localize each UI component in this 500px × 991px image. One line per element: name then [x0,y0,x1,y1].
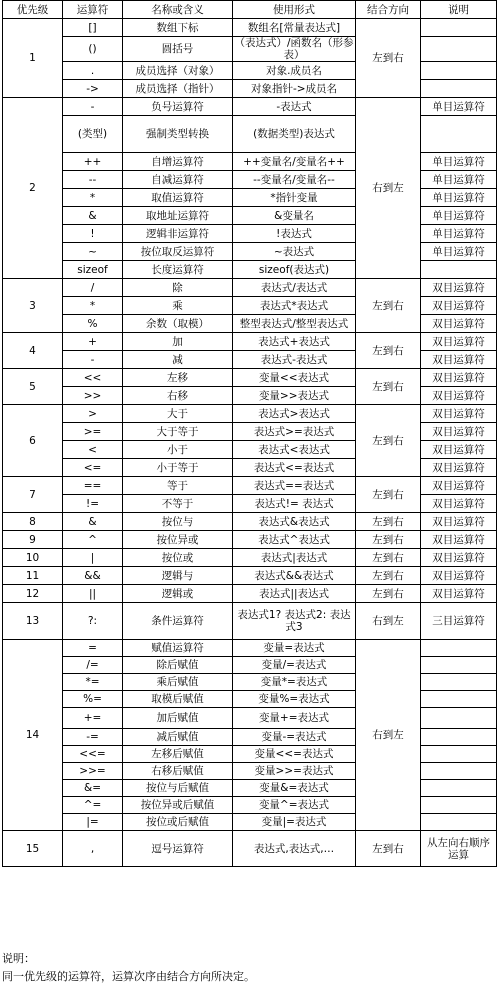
note-cell [421,657,497,674]
name-cell: 长度运算符 [123,261,233,279]
note-cell: 双目运算符 [421,423,497,441]
priority-cell: 13 [3,603,63,640]
note-cell [421,116,497,153]
associativity-cell: 右到左 [356,640,421,831]
operator-cell: + [63,333,123,351]
usage-cell: 表达式*表达式 [233,297,356,315]
note-cell: 双目运算符 [421,369,497,387]
name-cell: 按位与后赋值 [123,780,233,797]
priority-cell: 2 [3,98,63,279]
usage-cell: 表达式-表达式 [233,351,356,369]
usage-cell: &变量名 [233,207,356,225]
usage-cell: 表达式<=表达式 [233,459,356,477]
operator-cell: (类型) [63,116,123,153]
usage-cell: 表达式|表达式 [233,549,356,567]
note-cell: 单目运算符 [421,243,497,261]
operator-cell: >> [63,387,123,405]
usage-cell: 变量%=表达式 [233,691,356,708]
usage-cell: !表达式 [233,225,356,243]
table-header [3,1,497,19]
name-cell: 余数（取模） [123,315,233,333]
table-row [3,549,497,567]
table-row [3,513,497,531]
note-cell [421,797,497,814]
usage-cell: 变量-=表达式 [233,729,356,746]
note-cell: 双目运算符 [421,549,497,567]
priority-cell: 14 [3,640,63,831]
operator-cell: || [63,585,123,603]
note-cell: 双目运算符 [421,351,497,369]
table-row [3,585,497,603]
table-row [3,387,497,405]
usage-cell: 变量=表达式 [233,640,356,657]
note-cell: 双目运算符 [421,513,497,531]
table-row [3,351,497,369]
usage-cell: 变量<<表达式 [233,369,356,387]
operator-cell: == [63,477,123,495]
note-cell [421,37,497,62]
name-cell: 减后赋值 [123,729,233,746]
name-cell: 加后赋值 [123,708,233,729]
note-cell: 双目运算符 [421,495,497,513]
name-cell: 逻辑非运算符 [123,225,233,243]
usage-cell: 表达式!= 表达式 [233,495,356,513]
note-cell [421,62,497,80]
usage-cell: 表达式^表达式 [233,531,356,549]
name-cell: 成员选择（对象） [123,62,233,80]
footnote [2,950,255,986]
name-cell: 逗号运算符 [123,831,233,867]
operator-cell: [] [63,19,123,37]
associativity-cell: 左到右 [356,531,421,549]
table-row [3,459,497,477]
name-cell: 按位与 [123,513,233,531]
operator-cell: |= [63,814,123,831]
table-row [3,261,497,279]
usage-cell: 表达式,表达式,… [233,831,356,867]
operator-cell: << [63,369,123,387]
table-row [3,369,497,387]
usage-cell: 变量^=表达式 [233,797,356,814]
operator-cell: & [63,207,123,225]
operator-cell: -- [63,171,123,189]
header-note: 说明 [421,1,497,19]
note-cell [421,261,497,279]
usage-cell: 对象指针->成员名 [233,80,356,98]
usage-cell: 表达式==表达式 [233,477,356,495]
usage-cell: 表达式1? 表达式2: 表达式3 [233,603,356,640]
table-row [3,207,497,225]
usage-cell: 变量>>=表达式 [233,763,356,780]
name-cell: 不等于 [123,495,233,513]
name-cell: 右移后赋值 [123,763,233,780]
table-row [3,37,497,62]
priority-cell: 4 [3,333,63,369]
note-cell [421,814,497,831]
usage-cell: -表达式 [233,98,356,116]
table-row [3,746,497,763]
usage-cell: 表达式>表达式 [233,405,356,423]
operator-cell: ++ [63,153,123,171]
operator-cell: sizeof [63,261,123,279]
footnote-text: 同一优先级的运算符，运算次序由结合方向所决定。 [2,970,255,983]
operator-cell: <<= [63,746,123,763]
usage-cell: 表达式/表达式 [233,279,356,297]
operator-cell: %= [63,691,123,708]
note-cell: 单目运算符 [421,207,497,225]
associativity-cell: 左到右 [356,19,421,98]
operator-cell: & [63,513,123,531]
name-cell: 按位异或 [123,531,233,549]
note-cell: 双目运算符 [421,567,497,585]
usage-cell: 变量|=表达式 [233,814,356,831]
operator-cell: ^= [63,797,123,814]
name-cell: 数组下标 [123,19,233,37]
name-cell: 按位或 [123,549,233,567]
table-row [3,62,497,80]
name-cell: 圆括号 [123,37,233,62]
table-row [3,405,497,423]
name-cell: 取地址运算符 [123,207,233,225]
note-cell: 单目运算符 [421,98,497,116]
note-cell [421,746,497,763]
note-cell: 双目运算符 [421,459,497,477]
associativity-cell: 左到右 [356,831,421,867]
operator-cell: ^ [63,531,123,549]
table-row [3,19,497,37]
operator-cell: <= [63,459,123,477]
operator-cell: = [63,640,123,657]
table-body [3,19,497,867]
operator-cell: += [63,708,123,729]
table-row [3,780,497,797]
operator-cell: >= [63,423,123,441]
operator-cell: *= [63,674,123,691]
footnote-heading: 说明： [2,952,35,965]
table-row [3,603,497,640]
note-cell: 双目运算符 [421,333,497,351]
name-cell: 成员选择（指针） [123,80,233,98]
note-cell: 双目运算符 [421,279,497,297]
operator-cell: /= [63,657,123,674]
associativity-cell: 左到右 [356,585,421,603]
operator-cell: () [63,37,123,62]
name-cell: 右移 [123,387,233,405]
name-cell: 取模后赋值 [123,691,233,708]
associativity-cell: 左到右 [356,549,421,567]
name-cell: 小于 [123,441,233,459]
operator-cell: -= [63,729,123,746]
name-cell: 减 [123,351,233,369]
note-cell: 从左向右顺序运算 [421,831,497,867]
priority-cell: 10 [3,549,63,567]
table-row [3,763,497,780]
name-cell: 取值运算符 [123,189,233,207]
usage-cell: 对象.成员名 [233,62,356,80]
name-cell: 左移 [123,369,233,387]
table-row [3,116,497,153]
table-row [3,708,497,729]
usage-cell: 表达式&表达式 [233,513,356,531]
operator-cell: >>= [63,763,123,780]
usage-cell: 表达式+表达式 [233,333,356,351]
table-row [3,98,497,116]
table-row [3,567,497,585]
table-row [3,831,497,867]
operator-cell: | [63,549,123,567]
operator-cell: ?: [63,603,123,640]
name-cell: 强制类型转换 [123,116,233,153]
table-row [3,674,497,691]
usage-cell: （表达式）/函数名（形参表） [234,37,354,61]
operator-precedence-table [2,0,497,867]
table-row [3,171,497,189]
note-cell: 单目运算符 [421,153,497,171]
name-cell: 加 [123,333,233,351]
note-cell [421,780,497,797]
operator-cell: - [63,351,123,369]
operator-cell: > [63,405,123,423]
name-cell: 按位异或后赋值 [123,797,233,814]
note-cell: 双目运算符 [421,387,497,405]
table-row [3,153,497,171]
operator-cell: % [63,315,123,333]
operator-cell: / [63,279,123,297]
name-cell: 按位或后赋值 [123,814,233,831]
priority-cell: 12 [3,585,63,603]
note-cell [421,674,497,691]
table-row [3,441,497,459]
table-row [3,477,497,495]
table-row [3,797,497,814]
usage-cell: 整型表达式/整型表达式 [233,315,356,333]
name-cell: 赋值运算符 [123,640,233,657]
note-cell [421,729,497,746]
table-row [3,297,497,315]
usage-cell: 变量+=表达式 [233,708,356,729]
table-row [3,657,497,674]
name-cell: 乘 [123,297,233,315]
note-cell: 双目运算符 [421,405,497,423]
note-cell: 双目运算符 [421,531,497,549]
usage-cell: 表达式<表达式 [233,441,356,459]
note-cell: 单目运算符 [421,171,497,189]
associativity-cell: 左到右 [356,405,421,477]
table-row [3,333,497,351]
name-cell: 乘后赋值 [123,674,233,691]
table-row [3,243,497,261]
usage-cell: ~表达式 [233,243,356,261]
name-cell: 大于 [123,405,233,423]
associativity-cell: 左到右 [356,333,421,369]
note-cell: 双目运算符 [421,585,497,603]
operator-cell: < [63,441,123,459]
operator-cell: ~ [63,243,123,261]
name-cell: 条件运算符 [123,603,233,640]
usage-cell: 数组名[常量表达式] [233,19,356,37]
name-cell: 大于等于 [123,423,233,441]
usage-cell: 变量&=表达式 [233,780,356,797]
note-cell: 单目运算符 [421,225,497,243]
usage-cell: ++变量名/变量名++ [233,153,356,171]
note-cell: 单目运算符 [421,189,497,207]
operator-cell: * [63,189,123,207]
header-row [3,1,497,19]
table-row [3,80,497,98]
priority-cell: 6 [3,405,63,477]
name-cell: 按位取反运算符 [123,243,233,261]
note-cell [421,640,497,657]
usage-cell: 变量>>表达式 [233,387,356,405]
priority-cell: 5 [3,369,63,405]
usage-cell: 表达式>=表达式 [233,423,356,441]
associativity-cell: 左到右 [356,369,421,405]
usage-cell: --变量名/变量名-- [233,171,356,189]
note-cell [421,80,497,98]
priority-cell: 1 [3,19,63,98]
priority-cell: 3 [3,279,63,333]
table-row [3,495,497,513]
table-row [3,531,497,549]
table-row [3,423,497,441]
associativity-cell: 左到右 [356,513,421,531]
table-row [3,225,497,243]
associativity-cell: 左到右 [356,477,421,513]
note-cell: 双目运算符 [421,441,497,459]
header-name: 名称或含义 [123,1,233,19]
name-cell: 自增运算符 [123,153,233,171]
priority-cell: 11 [3,567,63,585]
operator-cell: != [63,495,123,513]
name-cell: 小于等于 [123,459,233,477]
usage-cell: 变量/=表达式 [233,657,356,674]
table-row [3,814,497,831]
priority-cell: 7 [3,477,63,513]
operator-cell: , [63,831,123,867]
note-cell [421,763,497,780]
operator-cell: - [63,98,123,116]
note-cell [421,691,497,708]
operator-cell: ! [63,225,123,243]
usage-cell: *指针变量 [233,189,356,207]
note-cell: 双目运算符 [421,297,497,315]
usage-cell: 变量<<=表达式 [233,746,356,763]
operator-cell: &= [63,780,123,797]
table-row [3,279,497,297]
priority-cell: 8 [3,513,63,531]
name-cell: 除后赋值 [123,657,233,674]
usage-cell: sizeof(表达式) [233,261,356,279]
note-cell: 双目运算符 [421,315,497,333]
table-row [3,315,497,333]
name-cell: 逻辑与 [123,567,233,585]
priority-cell: 9 [3,531,63,549]
header-priority: 优先级 [3,1,63,19]
header-operator: 运算符 [63,1,123,19]
name-cell: 负号运算符 [123,98,233,116]
associativity-cell: 左到右 [356,567,421,585]
priority-cell: 15 [3,831,63,867]
operator-cell: . [63,62,123,80]
table-row [3,640,497,657]
name-cell: 除 [123,279,233,297]
table-row [3,729,497,746]
name-cell: 左移后赋值 [123,746,233,763]
note-cell [421,19,497,37]
note-cell [421,708,497,729]
table-row [3,691,497,708]
name-cell: 等于 [123,477,233,495]
name-cell: 逻辑或 [123,585,233,603]
operator-cell: && [63,567,123,585]
associativity-cell: 右到左 [356,603,421,640]
note-cell: 双目运算符 [421,477,497,495]
name-cell: 自减运算符 [123,171,233,189]
associativity-cell: 右到左 [356,98,421,279]
usage-cell: 表达式||表达式 [233,585,356,603]
operator-cell: * [63,297,123,315]
usage-cell: 变量*=表达式 [233,674,356,691]
usage-cell: 表达式&&表达式 [233,567,356,585]
note-cell: 三目运算符 [421,603,497,640]
table-row [3,189,497,207]
associativity-cell: 左到右 [356,279,421,333]
operator-cell: -> [63,80,123,98]
header-usage: 使用形式 [233,1,356,19]
header-associativity: 结合方向 [356,1,421,19]
usage-cell: (数据类型)表达式 [233,116,356,153]
